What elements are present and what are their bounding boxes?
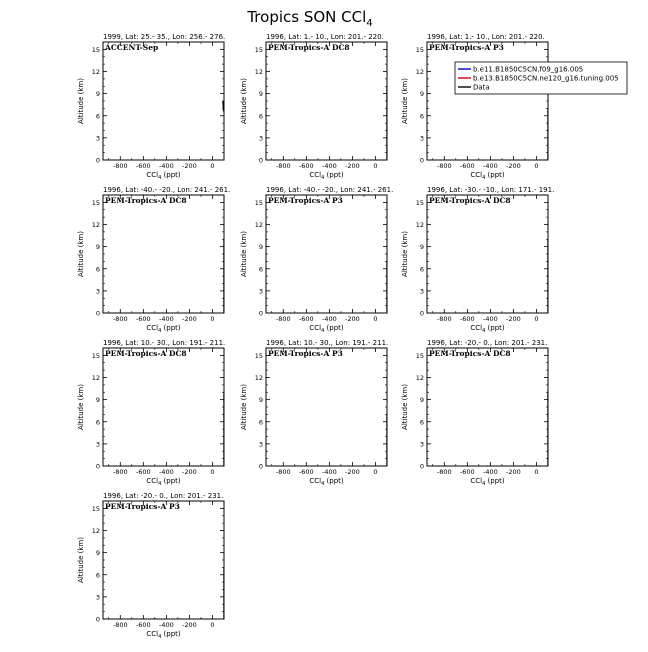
x-axis-label-sub: 4 <box>158 634 162 640</box>
x-axis-label-unit: (ppt) <box>324 324 344 332</box>
x-tick-label: -400 <box>321 315 337 323</box>
y-tick-label: 3 <box>258 287 263 296</box>
x-tick-label: -200 <box>506 468 521 476</box>
y-axis-label: Altitude (km) <box>77 231 85 277</box>
y-tick-label: 9 <box>258 396 263 405</box>
x-axis-label-sub: 4 <box>158 328 162 334</box>
y-tick-label: 6 <box>419 112 424 121</box>
x-axis-label-sub: 4 <box>482 175 486 181</box>
x-tick-label: -400 <box>482 162 498 170</box>
y-tick-label: 12 <box>91 221 100 229</box>
y-tick-label: 3 <box>95 287 100 296</box>
x-axis-label-main: CCl <box>309 171 322 179</box>
panel-label: PEM-Tropics-A DC8 <box>105 196 187 205</box>
x-axis-label-main: CCl <box>146 171 159 179</box>
x-tick-label: 0 <box>373 468 378 476</box>
x-axis-label-unit: (ppt) <box>485 477 505 485</box>
x-axis-label <box>146 171 181 181</box>
x-tick-label: -800 <box>275 315 291 323</box>
legend-entry: b.e13.B1850C5CN.ne120_g16.tuning.005 <box>473 74 619 83</box>
panel-label: PEM-Tropics-A DC8 <box>105 349 187 358</box>
panel-9 <box>401 339 548 487</box>
x-tick-label: -800 <box>275 468 291 476</box>
series-data-line <box>223 101 224 111</box>
y-tick-label: 15 <box>415 198 424 207</box>
panel-header: 1996, Lat: -20.- 0., Lon: 201.- 231. <box>103 492 224 500</box>
panel-header: 1996, Lat: 1.- 10., Lon: 201.- 220. <box>266 33 384 41</box>
panel-8 <box>240 339 388 487</box>
y-tick-label: 9 <box>419 396 424 405</box>
x-axis-label-unit: (ppt) <box>161 171 181 179</box>
x-tick-label: -400 <box>158 162 174 170</box>
y-tick-label: 0 <box>258 462 263 471</box>
y-tick-label: 9 <box>419 243 424 252</box>
plot-frame <box>103 501 224 619</box>
x-axis-label-unit: (ppt) <box>324 171 344 179</box>
x-tick-label: -600 <box>298 315 314 323</box>
x-axis-label-unit: (ppt) <box>485 171 505 179</box>
x-tick-label: -400 <box>158 315 174 323</box>
x-axis-label-unit: (ppt) <box>161 324 181 332</box>
x-tick-label: -600 <box>459 315 475 323</box>
x-axis-label-sub: 4 <box>321 328 325 334</box>
x-tick-label: 0 <box>210 621 215 629</box>
legend-entry: b.e11.B1850C5CN.f09_g16.005 <box>473 65 584 74</box>
y-tick-label: 15 <box>254 45 263 54</box>
x-tick-label: 0 <box>534 162 539 170</box>
x-axis-label-sub: 4 <box>321 481 325 487</box>
y-tick-label: 12 <box>254 374 263 382</box>
y-tick-label: 6 <box>95 112 100 121</box>
y-tick-label: 6 <box>95 571 100 580</box>
x-axis-label-sub: 4 <box>158 481 162 487</box>
x-tick-label: -600 <box>135 315 151 323</box>
x-tick-label: -600 <box>135 468 151 476</box>
y-tick-label: 15 <box>254 198 263 207</box>
plot-frame <box>266 42 387 160</box>
x-tick-label: 0 <box>210 315 215 323</box>
panel-label: PEM-Tropics-A P3 <box>105 502 180 511</box>
y-tick-label: 0 <box>95 615 100 624</box>
x-tick-label: 0 <box>373 162 378 170</box>
panel-10 <box>77 492 224 640</box>
y-axis-label: Altitude (km) <box>401 384 409 430</box>
x-axis-label <box>309 324 344 334</box>
y-axis-label: Altitude (km) <box>240 231 248 277</box>
y-tick-label: 15 <box>415 351 424 360</box>
x-axis-label-unit: (ppt) <box>324 477 344 485</box>
x-tick-label: 0 <box>373 315 378 323</box>
y-tick-label: 15 <box>254 351 263 360</box>
x-tick-label: -800 <box>112 621 128 629</box>
x-tick-label: -200 <box>182 315 197 323</box>
x-tick-label: -200 <box>182 162 197 170</box>
x-axis-label-sub: 4 <box>482 481 486 487</box>
panel-2 <box>240 33 387 181</box>
y-tick-label: 3 <box>419 440 424 449</box>
y-tick-label: 9 <box>258 90 263 99</box>
y-tick-label: 0 <box>419 309 424 318</box>
x-axis-label <box>470 171 505 181</box>
x-axis-label <box>470 477 505 487</box>
y-tick-label: 0 <box>419 462 424 471</box>
panel-header: 1999, Lat: 25.- 35., Lon: 256.- 276. <box>103 33 226 41</box>
x-tick-label: -400 <box>158 468 174 476</box>
panel-label: PEM-Tropics-A P3 <box>268 196 343 205</box>
x-tick-label: -400 <box>158 621 174 629</box>
y-axis-label: Altitude (km) <box>240 78 248 124</box>
y-tick-label: 0 <box>95 309 100 318</box>
plot-frame <box>266 195 387 313</box>
y-axis-label: Altitude (km) <box>401 231 409 277</box>
panel-label: ACCENT-Sep <box>105 43 159 52</box>
y-tick-label: 15 <box>91 45 100 54</box>
x-tick-label: -200 <box>345 468 360 476</box>
x-axis-label <box>309 171 344 181</box>
panel-7 <box>77 339 225 487</box>
plot-frame <box>266 348 387 466</box>
y-tick-label: 9 <box>95 90 100 99</box>
plot-frame <box>427 348 548 466</box>
y-tick-label: 12 <box>415 374 424 382</box>
x-tick-label: -200 <box>506 315 521 323</box>
y-axis-label: Altitude (km) <box>77 384 85 430</box>
x-tick-label: -800 <box>112 315 128 323</box>
legend <box>455 62 627 94</box>
y-tick-label: 6 <box>95 265 100 274</box>
x-tick-label: -800 <box>436 315 452 323</box>
x-axis-label <box>470 324 505 334</box>
y-tick-label: 6 <box>258 112 263 121</box>
plot-frame <box>427 42 548 160</box>
panel-1 <box>77 33 225 181</box>
y-tick-label: 3 <box>258 440 263 449</box>
x-tick-label: -200 <box>182 621 197 629</box>
panel-4 <box>77 186 230 334</box>
x-tick-label: -600 <box>298 162 314 170</box>
x-axis-label-main: CCl <box>470 477 483 485</box>
x-tick-label: 0 <box>210 468 215 476</box>
plot-frame <box>103 195 224 313</box>
y-tick-label: 12 <box>91 374 100 382</box>
y-tick-label: 3 <box>258 134 263 143</box>
y-tick-label: 0 <box>419 156 424 165</box>
y-tick-label: 15 <box>91 198 100 207</box>
x-tick-label: -400 <box>482 315 498 323</box>
x-tick-label: -800 <box>436 468 452 476</box>
y-tick-label: 3 <box>95 134 100 143</box>
panel-3 <box>401 33 627 181</box>
x-tick-label: -400 <box>482 468 498 476</box>
y-tick-label: 6 <box>95 418 100 427</box>
y-tick-label: 12 <box>254 68 263 76</box>
y-tick-label: 6 <box>258 265 263 274</box>
y-tick-label: 0 <box>95 156 100 165</box>
plot-frame <box>103 42 224 160</box>
y-tick-label: 12 <box>254 221 263 229</box>
x-tick-label: -600 <box>298 468 314 476</box>
page-title: Tropics SON CCl$_4$ <box>247 8 373 29</box>
panel-header: 1996, Lat: -30.- -10., Lon: 171.- 191. <box>427 186 555 194</box>
x-axis-label-main: CCl <box>146 324 159 332</box>
x-tick-label: -200 <box>182 468 197 476</box>
y-tick-label: 9 <box>95 396 100 405</box>
y-tick-label: 3 <box>95 440 100 449</box>
panel-6 <box>401 186 554 334</box>
x-axis-label-main: CCl <box>309 324 322 332</box>
y-tick-label: 0 <box>258 156 263 165</box>
y-tick-label: 9 <box>258 243 263 252</box>
y-tick-label: 9 <box>95 243 100 252</box>
plot-frame <box>103 348 224 466</box>
y-tick-label: 9 <box>95 549 100 558</box>
y-tick-label: 6 <box>419 418 424 427</box>
y-tick-label: 3 <box>95 593 100 602</box>
y-axis-label: Altitude (km) <box>77 78 85 124</box>
x-tick-label: -600 <box>135 621 151 629</box>
y-tick-label: 12 <box>91 68 100 76</box>
x-tick-label: -200 <box>345 315 360 323</box>
y-tick-label: 15 <box>91 351 100 360</box>
x-axis-label <box>146 324 181 334</box>
x-tick-label: -800 <box>112 162 128 170</box>
panel-label: PEM-Tropics-A P3 <box>429 43 504 52</box>
plot-frame <box>427 195 548 313</box>
y-tick-label: 9 <box>419 90 424 99</box>
y-tick-label: 6 <box>419 265 424 274</box>
x-axis-label-sub: 4 <box>321 175 325 181</box>
panel-header: 1996, Lat: -20.- 0., Lon: 201.- 231. <box>427 339 548 347</box>
y-tick-label: 6 <box>258 418 263 427</box>
x-axis-label-main: CCl <box>309 477 322 485</box>
x-tick-label: -600 <box>459 162 475 170</box>
x-axis-label-unit: (ppt) <box>161 477 181 485</box>
y-tick-label: 15 <box>415 45 424 54</box>
x-tick-label: -600 <box>135 162 151 170</box>
panel-header: 1996, Lat: 10.- 30., Lon: 191.- 211. <box>103 339 226 347</box>
x-tick-label: -400 <box>321 162 337 170</box>
panel-header: 1996, Lat: 10.- 30., Lon: 191.- 211. <box>266 339 389 347</box>
y-tick-label: 12 <box>415 221 424 229</box>
y-tick-label: 3 <box>419 134 424 143</box>
panel-label: PEM-Tropics-A DC8 <box>268 43 350 52</box>
y-tick-label: 12 <box>91 527 100 535</box>
y-tick-label: 0 <box>258 309 263 318</box>
x-tick-label: 0 <box>210 162 215 170</box>
x-axis-label-unit: (ppt) <box>485 324 505 332</box>
x-axis-label <box>309 477 344 487</box>
x-tick-label: -400 <box>321 468 337 476</box>
y-tick-label: 12 <box>415 68 424 76</box>
y-tick-label: 15 <box>91 504 100 513</box>
panel-5 <box>240 186 393 334</box>
x-axis-label-main: CCl <box>146 630 159 638</box>
y-axis-label: Altitude (km) <box>401 78 409 124</box>
legend-entry: Data <box>473 83 490 92</box>
x-tick-label: -600 <box>459 468 475 476</box>
y-tick-label: 3 <box>419 287 424 296</box>
x-tick-label: 0 <box>534 315 539 323</box>
x-axis-label-unit: (ppt) <box>161 630 181 638</box>
x-tick-label: -800 <box>275 162 291 170</box>
panel-label: PEM-Tropics-A P3 <box>268 349 343 358</box>
x-axis-label <box>146 630 181 640</box>
x-axis-label <box>146 477 181 487</box>
x-axis-label-sub: 4 <box>482 328 486 334</box>
panel-label: PEM-Tropics-A DC8 <box>429 349 511 358</box>
x-axis-label-main: CCl <box>470 324 483 332</box>
x-tick-label: -200 <box>506 162 521 170</box>
x-axis-label-main: CCl <box>470 171 483 179</box>
y-axis-label: Altitude (km) <box>77 537 85 583</box>
x-tick-label: -800 <box>112 468 128 476</box>
y-axis-label: Altitude (km) <box>240 384 248 430</box>
x-axis-label-main: CCl <box>146 477 159 485</box>
panel-header: 1996, Lat: 1.- 10., Lon: 201.- 220. <box>427 33 545 41</box>
panel-header: 1996, Lat: -40.- -20., Lon: 241.- 261. <box>266 186 394 194</box>
x-tick-label: 0 <box>534 468 539 476</box>
x-tick-label: -800 <box>436 162 452 170</box>
panel-header: 1996, Lat: -40.- -20., Lon: 241.- 261. <box>103 186 231 194</box>
panel-label: PEM-Tropics-A DC8 <box>429 196 511 205</box>
x-axis-label-sub: 4 <box>158 175 162 181</box>
x-tick-label: -200 <box>345 162 360 170</box>
y-tick-label: 0 <box>95 462 100 471</box>
